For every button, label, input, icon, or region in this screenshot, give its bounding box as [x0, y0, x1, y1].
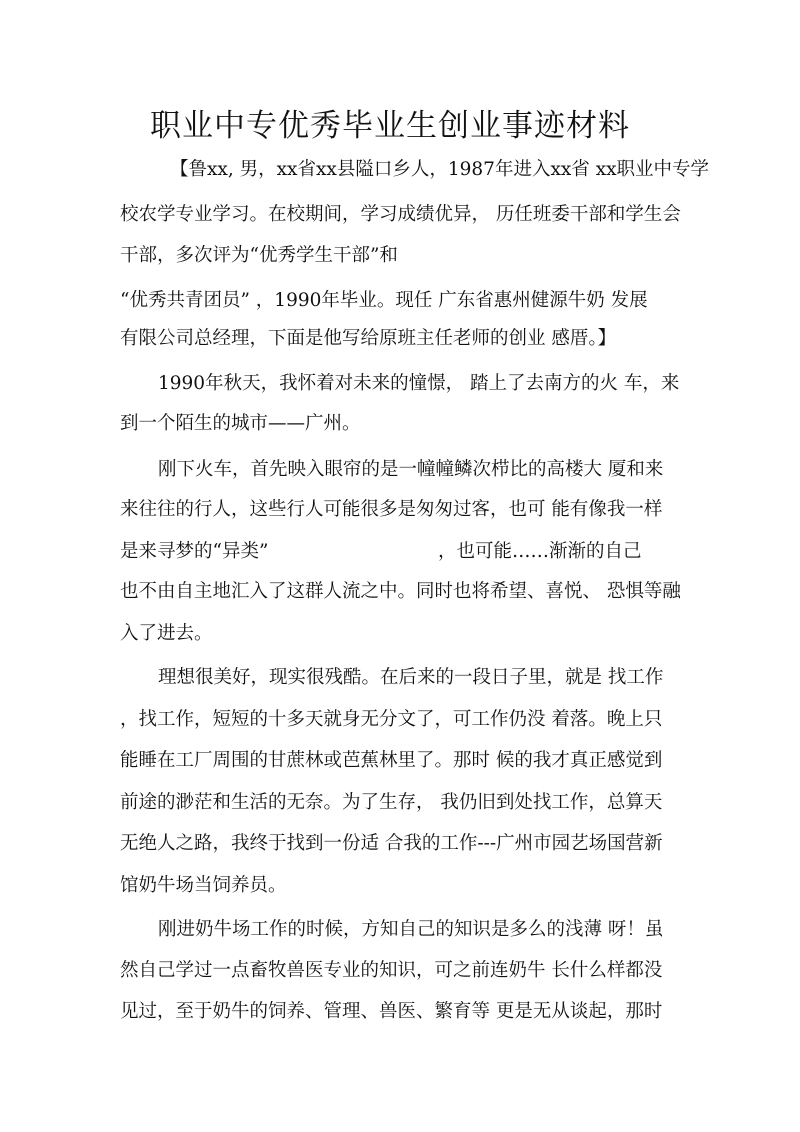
text-line: 理想很美好，现实很残酷。在后来的一段日子里，就是 找工作 — [158, 667, 664, 688]
text-line: 有限公司总经理，下面是他写给原班主任老师的创业 感厝。】 — [120, 328, 617, 349]
text-line: 1990年秋天，我怀着对未来的憧憬， 踏上了去南方的火 车，来 — [158, 373, 680, 394]
text-line: 见过，至于奶牛的饲养、管理、兽医、繁育等 更是无从谈起，那时 — [120, 1001, 663, 1022]
text-line: 能睡在工厂周围的甘蔗林或芭蕉林里了。那时 候的我才真正感觉到 — [120, 750, 663, 771]
text-line: 【鲁xx, 男，xx省xx县隘口乡人，1987年进入xx省 xx职业中专学 — [170, 159, 710, 180]
text-line: 是来寻梦的“异类” — [120, 541, 269, 562]
text-line: 干部，多次评为“优秀学生干部”和 — [120, 245, 398, 266]
text-line: 也不由自主地汇入了这群人流之中。同时也将希望、喜悦、 恐惧等融 — [120, 581, 681, 602]
text-line: 无绝人之路，我终于找到一份适 合我的工作---广州市园艺场国营新 — [120, 833, 663, 854]
document-title: 职业中专优秀毕业生创业事迹材料 — [150, 108, 630, 144]
text-line: 然自己学过一点畜牧兽医专业的知识，可之前连奶牛 长什么样都没 — [120, 960, 663, 981]
text-line: 馆奶牛场当饲养员。 — [120, 875, 287, 896]
text-line: “优秀共青团员” ，1990年毕业。现任 广东省惠州健源牛奶 发展 — [120, 290, 648, 311]
text-line: ，找工作，短短的十多天就身无分文了，可工作仍没 着落。晚上只 — [120, 709, 663, 730]
text-line: 前途的渺茫和生活的无奈。为了生存， 我仍旧到处找工作，总算天 — [120, 792, 663, 813]
text-line: 到一个陌生的城市——广州。 — [120, 413, 361, 434]
text-line: 刚进奶牛场工作的时候，方知自己的知识是多么的浅薄 呀！虽 — [158, 919, 664, 940]
text-line: ，也可能……渐渐的自己 — [438, 541, 642, 562]
text-line: 校农学专业学习。在校期间，学习成绩优异， 历任班委干部和学生会 — [120, 204, 681, 225]
text-line: 入了进去。 — [120, 623, 213, 644]
text-line: 刚下火车，首先映入眼帘的是一幢幢鳞次栉比的高楼大 厦和来 — [158, 459, 664, 480]
text-line: 来往往的行人，这些行人可能很多是匆匆过客，也可 能有像我一样 — [120, 499, 663, 520]
